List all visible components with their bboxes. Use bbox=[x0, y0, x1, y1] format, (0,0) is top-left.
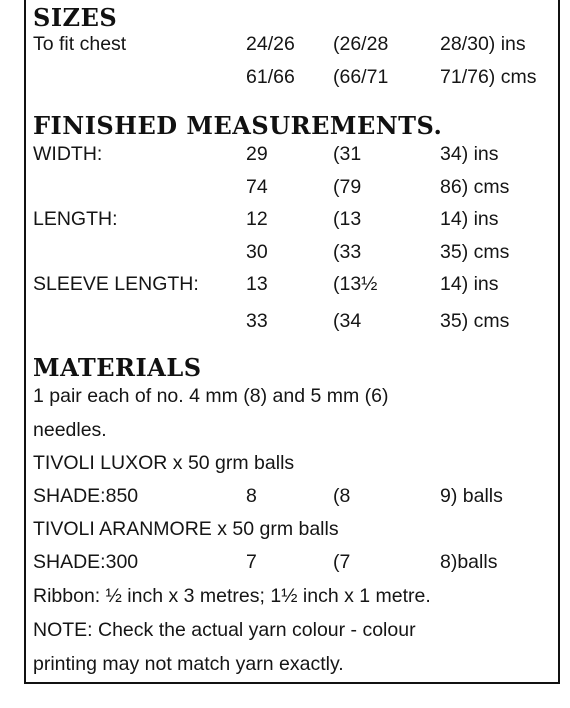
length-cms-size2: (33 bbox=[333, 241, 362, 263]
chest-ins-size2: (26/28 bbox=[333, 33, 389, 55]
shade-300-label: SHADE:300 bbox=[33, 551, 139, 573]
chest-cms-size2: (66/71 bbox=[333, 66, 389, 88]
shade-850-label: SHADE:850 bbox=[33, 485, 139, 507]
chest-cms-size1: 61/66 bbox=[246, 66, 295, 88]
length-cms-size3: 35) cms bbox=[440, 241, 510, 263]
chest-cms-size3: 71/76) cms bbox=[440, 66, 537, 88]
sizes-heading: SIZES bbox=[33, 3, 118, 32]
finished-measurements-heading: FINISHED MEASUREMENTS. bbox=[33, 111, 443, 140]
yarn-aranmore-line: TIVOLI ARANMORE x 50 grm balls bbox=[33, 518, 339, 540]
width-cms-size3: 86) cms bbox=[440, 176, 510, 198]
width-ins-size3: 34) ins bbox=[440, 143, 499, 165]
length-ins-size2: (13 bbox=[333, 208, 362, 230]
shade-850-size2: (8 bbox=[333, 485, 351, 507]
shade-300-size3: 8)balls bbox=[440, 551, 498, 573]
length-ins-size3: 14) ins bbox=[440, 208, 499, 230]
sleeve-ins-size2: (13½ bbox=[333, 273, 378, 295]
width-ins-size1: 29 bbox=[246, 143, 268, 165]
length-cms-size1: 30 bbox=[246, 241, 268, 263]
note-line-2: printing may not match yarn exactly. bbox=[33, 653, 344, 675]
width-ins-size2: (31 bbox=[333, 143, 362, 165]
sleeve-ins-size3: 14) ins bbox=[440, 273, 499, 295]
sleeve-cms-size3: 35) cms bbox=[440, 310, 510, 332]
length-label: LENGTH: bbox=[33, 208, 118, 230]
ribbon-line: Ribbon: ½ inch x 3 metres; 1½ inch x 1 metre. bbox=[33, 585, 431, 607]
shade-850-size3: 9) balls bbox=[440, 485, 503, 507]
chest-ins-size1: 24/26 bbox=[246, 33, 295, 55]
shade-300-size2: (7 bbox=[333, 551, 351, 573]
chest-ins-size3: 28/30) ins bbox=[440, 33, 526, 55]
needles-line-2: needles. bbox=[33, 419, 107, 441]
needles-line-1: 1 pair each of no. 4 mm (8) and 5 mm (6) bbox=[33, 385, 389, 407]
to-fit-chest-label: To fit chest bbox=[33, 33, 127, 55]
width-cms-size1: 74 bbox=[246, 176, 268, 198]
yarn-luxor-line: TIVOLI LUXOR x 50 grm balls bbox=[33, 452, 295, 474]
note-line-1: NOTE: Check the actual yarn colour - colour bbox=[33, 619, 416, 641]
sleeve-ins-size1: 13 bbox=[246, 273, 268, 295]
sleeve-cms-size2: (34 bbox=[333, 310, 362, 332]
pattern-info-box bbox=[24, 0, 560, 684]
width-cms-size2: (79 bbox=[333, 176, 362, 198]
materials-heading: MATERIALS bbox=[33, 353, 202, 382]
sleeve-cms-size1: 33 bbox=[246, 310, 268, 332]
sleeve-length-label: SLEEVE LENGTH: bbox=[33, 273, 199, 295]
shade-300-size1: 7 bbox=[246, 551, 257, 573]
width-label: WIDTH: bbox=[33, 143, 103, 165]
length-ins-size1: 12 bbox=[246, 208, 268, 230]
shade-850-size1: 8 bbox=[246, 485, 257, 507]
